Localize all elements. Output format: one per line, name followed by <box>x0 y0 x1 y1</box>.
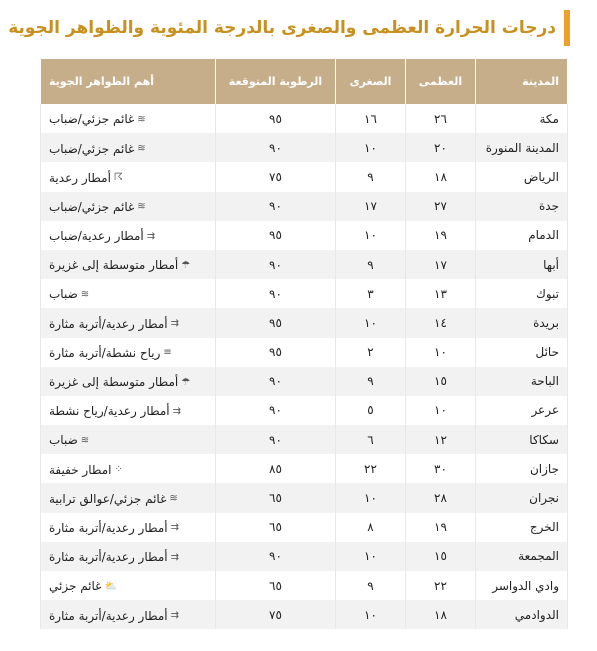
city-cell: الباحة <box>476 367 568 396</box>
column-header-humidity: الرطوبة المتوقعة <box>216 59 336 104</box>
weather-text: غائم جزئي <box>49 579 102 594</box>
min-temp-cell: ٦ <box>336 425 406 454</box>
weather-text: ضباب <box>49 433 78 448</box>
city-cell: جازان <box>476 454 568 483</box>
humidity-cell: ٩٠ <box>216 250 336 279</box>
max-temp-cell: ٣٠ <box>406 454 476 483</box>
table-row <box>41 250 568 279</box>
humidity-cell: ٦٥ <box>216 483 336 512</box>
column-header-max: العظمى <box>406 59 476 104</box>
min-temp-cell: ٥ <box>336 396 406 425</box>
column-header-weather: أهم الظواهر الجوية <box>41 59 216 104</box>
min-temp-cell: ٩ <box>336 367 406 396</box>
city-cell: عرعر <box>476 396 568 425</box>
humidity-cell: ٩٠ <box>216 367 336 396</box>
city-cell: المجمعة <box>476 542 568 571</box>
table-header-row <box>41 59 568 104</box>
weather-cell <box>41 279 216 308</box>
fog-icon: ≋ <box>80 288 90 300</box>
min-temp-cell: ١٠ <box>336 308 406 337</box>
weather-cell <box>41 396 216 425</box>
max-temp-cell: ١٩ <box>406 221 476 250</box>
min-temp-cell: ١٠ <box>336 133 406 162</box>
humidity-cell: ٩٥ <box>216 221 336 250</box>
weather-text: أمطار رعدية/أتربة مثارة <box>49 520 168 535</box>
min-temp-cell: ٨ <box>336 513 406 542</box>
light-rain-icon: ⁘ <box>114 464 123 476</box>
table-row <box>41 367 568 396</box>
min-temp-cell: ١٧ <box>336 192 406 221</box>
weather-text: أمطار متوسطة إلى غزيرة <box>49 375 179 390</box>
city-cell: سكاكا <box>476 425 568 454</box>
table-row <box>41 571 568 600</box>
min-temp-cell: ٢ <box>336 338 406 367</box>
humidity-cell: ٩٠ <box>216 279 336 308</box>
city-cell: نجران <box>476 483 568 512</box>
city-cell: أبها <box>476 250 568 279</box>
min-temp-cell: ١٠ <box>336 483 406 512</box>
weather-text: غائم جزئي/ضباب <box>49 112 135 127</box>
humidity-cell: ٧٥ <box>216 600 336 629</box>
page-title: درجات الحرارة العظمى والصغرى بالدرجة المئوية والظواهر الجوية <box>8 18 556 38</box>
table-row <box>41 396 568 425</box>
min-temp-cell: ٣ <box>336 279 406 308</box>
weather-cell <box>41 250 216 279</box>
max-temp-cell: ١٥ <box>406 367 476 396</box>
fog-icon: ≋ <box>80 434 90 446</box>
page-header <box>8 10 570 46</box>
weather-cell <box>41 133 216 162</box>
min-temp-cell: ٩ <box>336 571 406 600</box>
weather-cell <box>41 454 216 483</box>
fog-icon: ≋ <box>137 113 146 125</box>
column-header-city: المدينة <box>476 59 568 104</box>
min-temp-cell: ١٦ <box>336 104 406 133</box>
table-row <box>41 338 568 367</box>
weather-text: غائم جزئي/ضباب <box>49 199 135 214</box>
city-cell: الرياض <box>476 162 568 191</box>
weather-text: امطار خفيفة <box>49 462 112 477</box>
rain-cloud-icon: ☂ <box>181 259 191 271</box>
table-row <box>41 425 568 454</box>
table-row <box>41 221 568 250</box>
humidity-cell: ٩٥ <box>216 308 336 337</box>
humidity-cell: ٩٠ <box>216 192 336 221</box>
dust-icon: ≡ <box>163 347 172 359</box>
table-row <box>41 308 568 337</box>
weather-text: ضباب <box>49 287 78 302</box>
city-cell: مكة <box>476 104 568 133</box>
weather-text: غائم جزئي/ضباب <box>49 141 135 156</box>
weather-cell <box>41 192 216 221</box>
table-row <box>41 162 568 191</box>
min-temp-cell: ١٠ <box>336 600 406 629</box>
max-temp-cell: ١٧ <box>406 250 476 279</box>
max-temp-cell: ١٢ <box>406 425 476 454</box>
weather-text: أمطار متوسطة إلى غزيرة <box>49 258 179 273</box>
table-row <box>41 133 568 162</box>
partly-cloudy-icon: ⛅ <box>104 580 117 592</box>
city-cell: تبوك <box>476 279 568 308</box>
max-temp-cell: ١٥ <box>406 542 476 571</box>
city-cell: الخرج <box>476 513 568 542</box>
table-row <box>41 513 568 542</box>
humidity-cell: ٩٠ <box>216 396 336 425</box>
wind-icon: ⇉ <box>172 405 182 417</box>
max-temp-cell: ٢٨ <box>406 483 476 512</box>
weather-cell <box>41 542 216 571</box>
weather-cell <box>41 162 216 191</box>
humidity-cell: ٦٥ <box>216 513 336 542</box>
max-temp-cell: ١٠ <box>406 338 476 367</box>
max-temp-cell: ٢٠ <box>406 133 476 162</box>
table-row <box>41 542 568 571</box>
city-cell: الدمام <box>476 221 568 250</box>
column-header-min: الصغرى <box>336 59 406 104</box>
max-temp-cell: ١٨ <box>406 162 476 191</box>
weather-text: أمطار رعدية/رياح نشطة <box>49 404 170 419</box>
max-temp-cell: ١٠ <box>406 396 476 425</box>
table-row <box>41 454 568 483</box>
city-cell: بريدة <box>476 308 568 337</box>
weather-text: أمطار رعدية/أتربة مثارة <box>49 316 168 331</box>
max-temp-cell: ١٩ <box>406 513 476 542</box>
weather-text: أمطار رعدية/أتربة مثارة <box>49 608 168 623</box>
fog-icon: ≋ <box>169 493 178 505</box>
weather-cell <box>41 425 216 454</box>
rain-cloud-icon: ☂ <box>181 376 191 388</box>
min-temp-cell: ٢٢ <box>336 454 406 483</box>
table-row <box>41 483 568 512</box>
humidity-cell: ٩٠ <box>216 425 336 454</box>
weather-cell <box>41 221 216 250</box>
wind-icon: ⇉ <box>170 551 180 563</box>
wind-icon: ⇉ <box>170 522 180 534</box>
weather-cell <box>41 367 216 396</box>
humidity-cell: ٩٥ <box>216 104 336 133</box>
weather-text: أمطار رعدية <box>49 170 111 185</box>
city-cell: المدينة المنورة <box>476 133 568 162</box>
min-temp-cell: ٩ <box>336 162 406 191</box>
weather-text: أمطار رعدية/ضباب <box>49 229 144 244</box>
weather-cell <box>41 308 216 337</box>
city-cell: جدة <box>476 192 568 221</box>
weather-cell <box>41 483 216 512</box>
max-temp-cell: ١٤ <box>406 308 476 337</box>
accent-bar <box>564 10 570 46</box>
table-row <box>41 104 568 133</box>
weather-cell <box>41 513 216 542</box>
weather-cell <box>41 338 216 367</box>
table-row <box>41 279 568 308</box>
wind-icon: ⇉ <box>146 230 156 242</box>
wind-icon: ⇉ <box>170 318 180 330</box>
table-row <box>41 192 568 221</box>
weather-text: غائم جزئي/عوالق ترابية <box>49 491 167 506</box>
wind-icon: ⇉ <box>170 610 180 622</box>
city-cell: حائل <box>476 338 568 367</box>
fog-icon: ≋ <box>137 143 146 155</box>
table-body <box>41 104 568 629</box>
min-temp-cell: ١٠ <box>336 542 406 571</box>
fog-icon: ≋ <box>137 201 146 213</box>
city-cell: الدوادمي <box>476 600 568 629</box>
city-cell: وادي الدواسر <box>476 571 568 600</box>
thunderstorm-icon: ☈ <box>113 172 123 184</box>
weather-cell <box>41 104 216 133</box>
humidity-cell: ٦٥ <box>216 571 336 600</box>
weather-text: أمطار رعدية/أتربة مثارة <box>49 550 168 565</box>
min-temp-cell: ٩ <box>336 250 406 279</box>
max-temp-cell: ٢٦ <box>406 104 476 133</box>
weather-text: رياح نشطة/أتربة مثارة <box>49 345 161 360</box>
max-temp-cell: ٢٧ <box>406 192 476 221</box>
humidity-cell: ٩٠ <box>216 542 336 571</box>
max-temp-cell: ١٨ <box>406 600 476 629</box>
min-temp-cell: ١٠ <box>336 221 406 250</box>
max-temp-cell: ٢٢ <box>406 571 476 600</box>
max-temp-cell: ١٣ <box>406 279 476 308</box>
table-row <box>41 600 568 629</box>
humidity-cell: ٩٠ <box>216 133 336 162</box>
weather-table <box>40 59 568 629</box>
humidity-cell: ٨٥ <box>216 454 336 483</box>
humidity-cell: ٩٥ <box>216 338 336 367</box>
weather-cell <box>41 571 216 600</box>
weather-cell <box>41 600 216 629</box>
humidity-cell: ٧٥ <box>216 162 336 191</box>
